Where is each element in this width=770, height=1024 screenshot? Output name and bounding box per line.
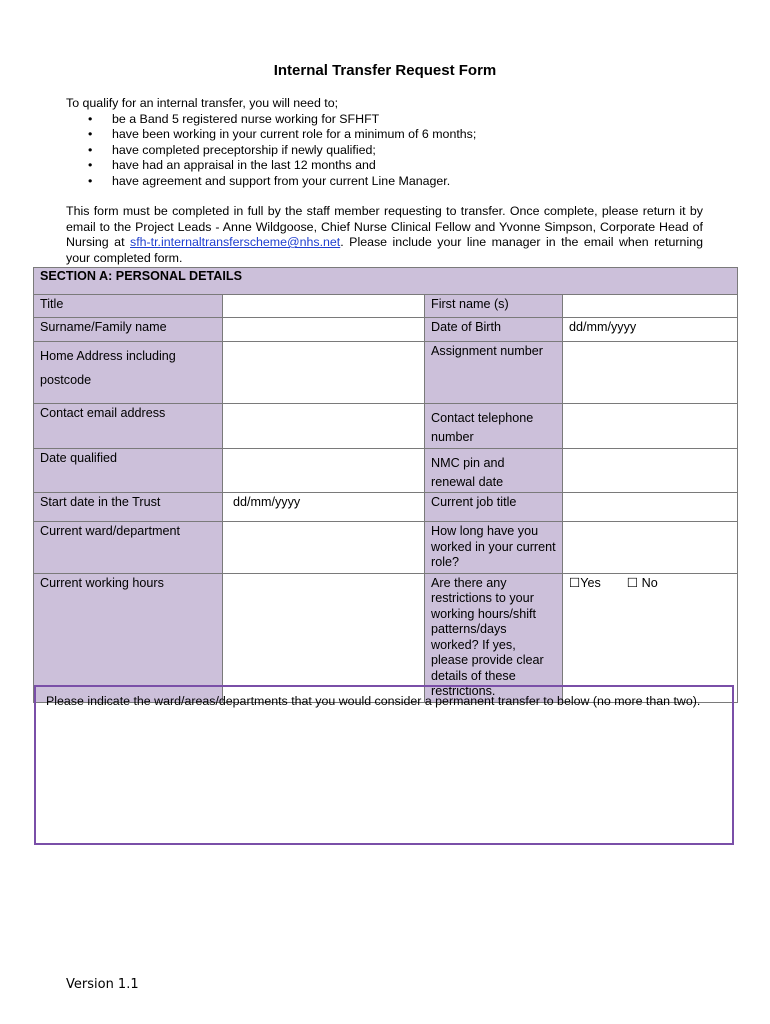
current-ward-field[interactable]: [223, 522, 425, 574]
nmc-pin-label-line2: renewal date: [431, 474, 504, 489]
contact-email-label: Contact email address: [34, 404, 223, 449]
current-job-label: Current job title: [425, 493, 563, 522]
yes-checkbox[interactable]: ☐Yes: [569, 575, 601, 590]
nmc-pin-label: [425, 448, 563, 493]
form-title: Internal Transfer Request Form: [273, 62, 497, 79]
dob-field[interactable]: dd/mm/yyyy: [563, 318, 738, 342]
restrictions-label: Are there any restrictions to your working hours/shift patterns/days worked? If yes, please provide clear details of these restrictions.: [425, 573, 563, 702]
contact-email-field[interactable]: [223, 404, 425, 449]
personal-details-table: [33, 267, 738, 703]
first-name-field[interactable]: [563, 295, 738, 318]
qualification-list: [66, 112, 476, 190]
home-address-label-line1: Home Address including: [40, 349, 176, 363]
how-long-field[interactable]: [563, 522, 738, 574]
instructions-text: This form must be completed in full by the staff member requesting to transfer. Once complete, please return it by email to the Project Leads - Anne Wildgoose, Chief Nurse Clinical Fellow and Yvonne Simpson, Corporate Head of Nursing at: [66, 204, 703, 250]
start-date-label: Start date in the Trust: [34, 493, 223, 522]
contact-phone-field[interactable]: [563, 404, 738, 449]
surname-label: Surname/Family name: [34, 318, 223, 342]
list-item: • be a Band 5 registered nurse working for SFHFT: [66, 112, 476, 128]
section-a-heading: SECTION A: PERSONAL DETAILS: [34, 268, 738, 295]
restrictions-options: [563, 573, 738, 702]
start-date-field[interactable]: dd/mm/yyyy: [223, 493, 425, 522]
working-hours-field[interactable]: [223, 573, 425, 702]
dob-label: Date of Birth: [425, 318, 563, 342]
current-job-field[interactable]: [563, 493, 738, 522]
home-address-label: [34, 342, 223, 404]
list-item: • have had an appraisal in the last 12 months and: [66, 158, 476, 174]
date-qualified-field[interactable]: [223, 448, 425, 493]
no-checkbox[interactable]: ☐ No: [626, 575, 658, 590]
contact-phone-label: [425, 404, 563, 449]
instructions-text-end: . Please include your line manager in the email when returning your completed form.: [66, 235, 703, 265]
how-long-label: How long have you worked in your current role?: [425, 522, 563, 574]
preferred-wards-box[interactable]: [34, 685, 734, 845]
transfer-email-link[interactable]: sfh-tr.internaltransferscheme@nhs.net: [130, 235, 341, 250]
home-address-label-line2: postcode: [40, 373, 92, 387]
date-qualified-label: Date qualified: [34, 448, 223, 493]
surname-field[interactable]: [223, 318, 425, 342]
list-item: • have been working in your current role for a minimum of 6 months;: [66, 127, 476, 143]
list-item: • have agreement and support from your current Line Manager.: [66, 174, 476, 190]
intro-lead: To qualify for an internal transfer, you will need to;: [66, 96, 339, 110]
assignment-number-field[interactable]: [563, 342, 738, 404]
version-label: Version 1.1: [66, 977, 139, 992]
preferred-wards-prompt: Please indicate the ward/areas/departments that you would consider a permanent transfer to below (no more than two).: [46, 694, 701, 708]
title-label: Title: [34, 295, 223, 318]
contact-phone-label-line2: number: [431, 430, 474, 444]
current-ward-label: Current ward/department: [34, 522, 223, 574]
nmc-pin-field[interactable]: [563, 448, 738, 493]
list-item: • have completed preceptorship if newly qualified;: [66, 143, 476, 159]
qualification-intro: [66, 96, 476, 190]
title-field[interactable]: [223, 295, 425, 318]
home-address-field[interactable]: [223, 342, 425, 404]
assignment-number-label: Assignment number: [425, 342, 563, 404]
instructions-paragraph: [66, 204, 703, 266]
nmc-pin-label-line1: NMC pin and: [431, 455, 505, 470]
first-name-label: First name (s): [425, 295, 563, 318]
working-hours-label: Current working hours: [34, 573, 223, 702]
contact-phone-label-line1: Contact telephone: [431, 411, 534, 425]
